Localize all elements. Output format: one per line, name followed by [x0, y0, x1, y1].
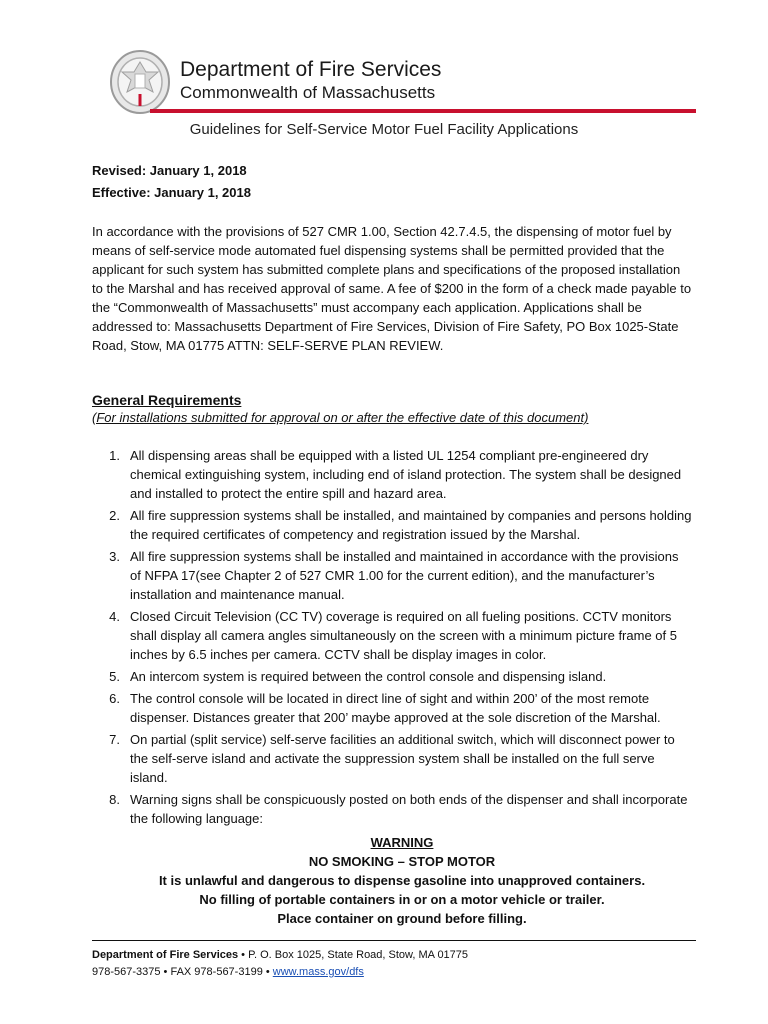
intro-paragraph: In accordance with the provisions of 527 CMR 1.00, Section 42.7.4.5, the dispensing of motor fuel by means of self-service mode automated fuel dispensing systems shall be permitted provided that the applicant for such system has submitted complete plans and specifications of the proposed installation to the Marshal and has received approval of same. A fee of $200 in the form of a check made payable to the “Commonwealth of Massachusetts” must accompany each application. Applications shall be addressed to: Massachusetts Department of Fire Services, Division of Fire Safety, PO Box 1025-State Road, Stow, MA 01775 ATTN: SELF-SERVE PLAN REVIEW.	[92, 224, 692, 353]
warning-line: It is unlawful and dangerous to dispense gasoline into unapproved containers.	[158, 873, 646, 888]
list-item-number: 1.	[109, 448, 120, 463]
list-item	[92, 730, 692, 787]
requirements-list	[92, 446, 692, 831]
list-item	[92, 506, 692, 544]
list-item	[92, 689, 692, 727]
general-requirements-subheading: (For installations submitted for approval on or after the effective date of this document)	[92, 410, 589, 425]
list-item-text: The control console will be located in direct line of sight and within 200’ of the most remote dispenser. Distances greater that 200’ maybe approved at the sole discretion of the Marshal.	[130, 691, 661, 725]
list-item-number: 4.	[109, 609, 120, 624]
list-item-text: An intercom system is required between the control console and dispensing island.	[130, 669, 607, 684]
list-item	[92, 547, 692, 604]
list-item-number: 6.	[109, 691, 120, 706]
footer-phone: 978-567-3375 • FAX 978-567-3199 •	[92, 966, 273, 978]
effective-date: Effective: January 1, 2018	[92, 185, 251, 200]
list-item-text: Closed Circuit Television (CC TV) coverage is required on all fueling positions. CCTV monitors shall display all camera angles simultaneously on the screen with a minimum picture frame of 5 inches by 6.5 inches per camera. CCTV shall be display images in color.	[130, 609, 677, 662]
revised-date: Revised: January 1, 2018	[92, 163, 247, 178]
list-item-number: 3.	[109, 549, 120, 564]
footer	[92, 947, 468, 981]
list-item-number: 5.	[109, 669, 120, 684]
department-name: Department of Fire Services	[180, 58, 442, 81]
general-requirements-heading: General Requirements	[92, 392, 242, 408]
footer-address-line	[92, 947, 468, 964]
dfs-seal-logo	[108, 48, 172, 116]
list-item	[92, 667, 692, 686]
commonwealth-name: Commonwealth of Massachusetts	[180, 83, 436, 102]
list-item-text: All fire suppression systems shall be installed, and maintained by companies and persons holding the required certificates of competency and registration issued by the Marshal.	[130, 508, 692, 542]
list-item-number: 2.	[109, 508, 120, 523]
footer-dept: Department of Fire Services	[92, 949, 239, 961]
list-item-text: On partial (split service) self-serve facilities an additional switch, which will disconnect power to the self-serve island and activate the suppression system shall be installed on the full serve island.	[130, 732, 675, 785]
warning-line: NO SMOKING – STOP MOTOR	[308, 854, 496, 869]
warning-sign-text	[92, 833, 712, 928]
header-red-rule	[150, 109, 696, 113]
footer-website-link[interactable]: www.mass.gov/dfs	[272, 966, 364, 978]
list-item-text: Warning signs shall be conspicuously posted on both ends of the dispenser and shall incorporate the following language:	[130, 792, 688, 826]
warning-line: Place container on ground before filling.	[277, 911, 527, 926]
warning-line: No filling of portable containers in or on a motor vehicle or trailer.	[199, 892, 605, 907]
warning-title: WARNING	[370, 835, 434, 850]
list-item-number: 7.	[109, 732, 120, 747]
list-item-text: All dispensing areas shall be equipped with a listed UL 1254 compliant pre-engineered dry chemical extinguishing system, including end of island protection. The system shall be designed and installed to protect the entire spill and hazard area.	[130, 448, 682, 501]
list-item	[92, 790, 692, 828]
list-item-number: 8.	[109, 792, 120, 807]
footer-address: • P. O. Box 1025, State Road, Stow, MA 01775	[238, 949, 469, 961]
list-item-text: All fire suppression systems shall be installed and maintained in accordance with the provisions of NFPA 17(see Chapter 2 of 527 CMR 1.00 for the current edition), and the manufacturer’s installation and maintenance manual.	[130, 549, 679, 602]
document-title: Guidelines for Self-Service Motor Fuel Facility Applications	[189, 121, 579, 138]
list-item	[92, 607, 692, 664]
list-item	[92, 446, 692, 503]
footer-contact-line	[92, 964, 468, 981]
footer-rule	[92, 940, 696, 941]
